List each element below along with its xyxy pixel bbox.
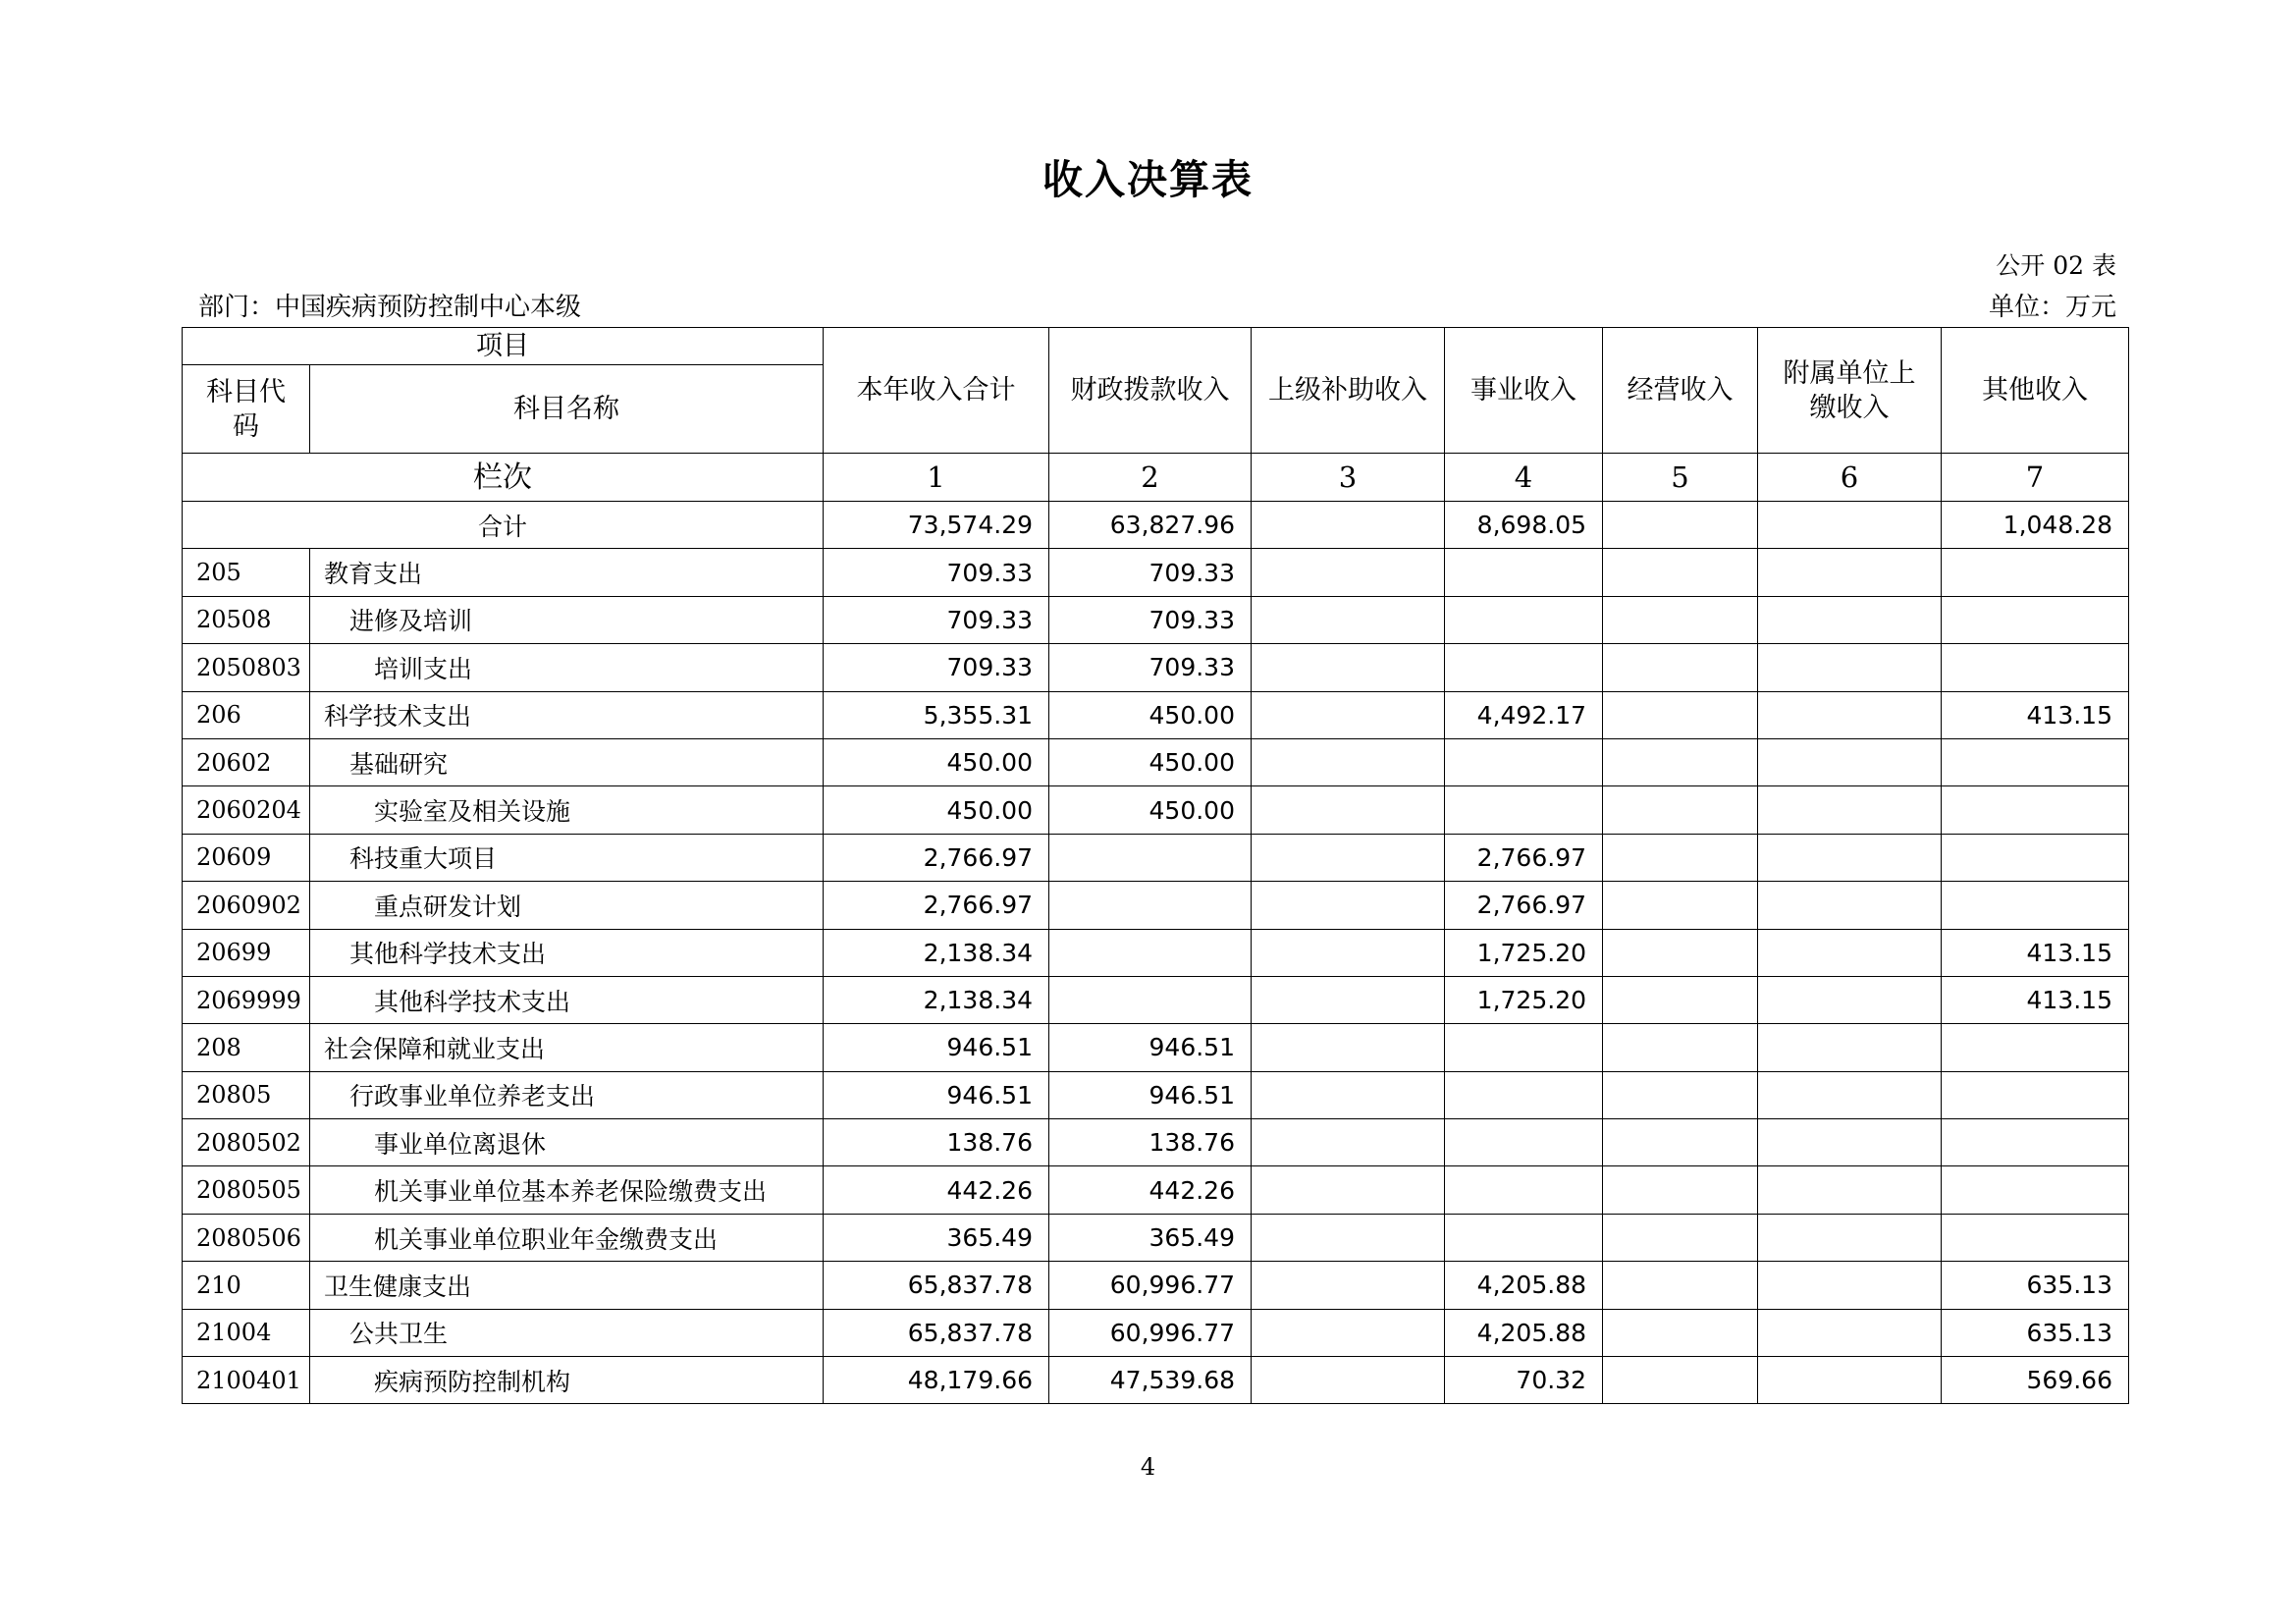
header-col-3: 上级补助收入 (1252, 328, 1445, 454)
value-col-5 (1603, 549, 1758, 596)
value-col-1: 709.33 (824, 549, 1049, 596)
value-col-3 (1252, 596, 1445, 643)
value-col-2: 450.00 (1049, 691, 1252, 738)
table-row (183, 596, 2129, 643)
value-col-6 (1758, 596, 1942, 643)
value-col-6 (1758, 738, 1942, 785)
header-col-1: 本年收入合计 (824, 328, 1049, 454)
subject-code: 2080505 (183, 1166, 310, 1214)
subject-code: 20699 (183, 929, 310, 976)
value-col-6 (1758, 644, 1942, 691)
index-1: 1 (824, 454, 1049, 502)
value-col-6 (1758, 1309, 1942, 1356)
table-row (183, 929, 2129, 976)
value-col-4 (1445, 1024, 1603, 1071)
value-col-7: 635.13 (1942, 1309, 2129, 1356)
value-col-5 (1603, 1024, 1758, 1071)
table-row (183, 1024, 2129, 1071)
index-4: 4 (1445, 454, 1603, 502)
total-row (183, 502, 2129, 549)
value-col-7 (1942, 834, 2129, 881)
value-col-2: 946.51 (1049, 1071, 1252, 1118)
subject-code: 2100401 (183, 1357, 310, 1404)
value-col-7: 635.13 (1942, 1262, 2129, 1309)
value-col-7 (1942, 644, 2129, 691)
value-col-7: 413.15 (1942, 691, 2129, 738)
value-col-7 (1942, 738, 2129, 785)
value-col-1: 2,138.34 (824, 976, 1049, 1023)
subject-code: 2060204 (183, 786, 310, 834)
value-col-3 (1252, 1166, 1445, 1214)
value-col-5 (1603, 929, 1758, 976)
value-col-3 (1252, 644, 1445, 691)
table-row (183, 786, 2129, 834)
value-col-5 (1603, 596, 1758, 643)
value-col-4 (1445, 1119, 1603, 1166)
value-col-1: 2,766.97 (824, 834, 1049, 881)
subject-code: 205 (183, 549, 310, 596)
table-row (183, 976, 2129, 1023)
subject-name: 进修及培训 (310, 596, 824, 643)
value-col-7 (1942, 786, 2129, 834)
value-col-5 (1603, 834, 1758, 881)
value-col-6 (1758, 834, 1942, 881)
header-col-4: 事业收入 (1445, 328, 1603, 454)
value-col-1: 65,837.78 (824, 1262, 1049, 1309)
value-col-4 (1445, 1166, 1603, 1214)
table-row (183, 1071, 2129, 1118)
header-col-6: 附属单位上缴收入 (1758, 328, 1942, 454)
value-col-1: 365.49 (824, 1214, 1049, 1261)
value-col-2: 60,996.77 (1049, 1309, 1252, 1356)
subject-name: 基础研究 (310, 738, 824, 785)
value-col-6 (1758, 1119, 1942, 1166)
value-col-7 (1942, 1166, 2129, 1214)
value-col-2: 450.00 (1049, 786, 1252, 834)
table-row (183, 644, 2129, 691)
subject-name: 疾病预防控制机构 (310, 1357, 824, 1404)
header-code: 科目代码 (183, 365, 310, 454)
page-number: 4 (1140, 1453, 1156, 1481)
value-col-5 (1603, 882, 1758, 929)
value-col-4: 1,725.20 (1445, 929, 1603, 976)
header-name: 科目名称 (310, 365, 824, 454)
value-col-3 (1252, 738, 1445, 785)
value-col-7 (1942, 882, 2129, 929)
subject-code: 2080506 (183, 1214, 310, 1261)
value-col-6 (1758, 786, 1942, 834)
value-col-6 (1758, 882, 1942, 929)
subject-code: 208 (183, 1024, 310, 1071)
subject-name: 科技重大项目 (310, 834, 824, 881)
value-col-2: 450.00 (1049, 738, 1252, 785)
table-row (183, 691, 2129, 738)
subject-code: 20602 (183, 738, 310, 785)
subject-code: 21004 (183, 1309, 310, 1356)
value-col-3 (1252, 1071, 1445, 1118)
total-value-1: 73,574.29 (824, 502, 1049, 549)
value-col-5 (1603, 976, 1758, 1023)
value-col-4 (1445, 596, 1603, 643)
value-col-7: 413.15 (1942, 929, 2129, 976)
subject-name: 其他科学技术支出 (310, 929, 824, 976)
value-col-5 (1603, 1262, 1758, 1309)
total-value-2: 63,827.96 (1049, 502, 1252, 549)
subject-name: 重点研发计划 (310, 882, 824, 929)
value-col-5 (1603, 786, 1758, 834)
value-col-2: 946.51 (1049, 1024, 1252, 1071)
value-col-2: 709.33 (1049, 596, 1252, 643)
index-label: 栏次 (183, 454, 824, 502)
table-row (183, 549, 2129, 596)
header-col-5: 经营收入 (1603, 328, 1758, 454)
header-item: 项目 (183, 328, 824, 365)
page-title: 收入决算表 (1042, 156, 1254, 203)
value-col-3 (1252, 1024, 1445, 1071)
value-col-5 (1603, 1357, 1758, 1404)
value-col-6 (1758, 1071, 1942, 1118)
value-col-1: 946.51 (824, 1024, 1049, 1071)
value-col-4: 70.32 (1445, 1357, 1603, 1404)
value-col-2 (1049, 929, 1252, 976)
value-col-5 (1603, 644, 1758, 691)
value-col-4 (1445, 549, 1603, 596)
value-col-2: 365.49 (1049, 1214, 1252, 1261)
table-row (183, 1309, 2129, 1356)
table-row (183, 1214, 2129, 1261)
value-col-1: 138.76 (824, 1119, 1049, 1166)
value-col-5 (1603, 1309, 1758, 1356)
value-col-4: 2,766.97 (1445, 834, 1603, 881)
subject-name: 行政事业单位养老支出 (310, 1071, 824, 1118)
total-value-5 (1603, 502, 1758, 549)
subject-code: 210 (183, 1262, 310, 1309)
index-2: 2 (1049, 454, 1252, 502)
subject-code: 20805 (183, 1071, 310, 1118)
value-col-3 (1252, 1214, 1445, 1261)
subject-name: 机关事业单位职业年金缴费支出 (310, 1214, 824, 1261)
value-col-7: 413.15 (1942, 976, 2129, 1023)
value-col-2 (1049, 976, 1252, 1023)
table-row (183, 882, 2129, 929)
value-col-6 (1758, 976, 1942, 1023)
value-col-1: 709.33 (824, 644, 1049, 691)
value-col-7 (1942, 1119, 2129, 1166)
value-col-1: 442.26 (824, 1166, 1049, 1214)
value-col-4 (1445, 786, 1603, 834)
subject-name: 公共卫生 (310, 1309, 824, 1356)
value-col-2: 442.26 (1049, 1166, 1252, 1214)
subject-name: 科学技术支出 (310, 691, 824, 738)
subject-code: 2060902 (183, 882, 310, 929)
value-col-4: 2,766.97 (1445, 882, 1603, 929)
department-label: 部门：中国疾病预防控制中心本级 (198, 293, 582, 322)
value-col-4: 4,492.17 (1445, 691, 1603, 738)
value-col-7 (1942, 1071, 2129, 1118)
value-col-1: 946.51 (824, 1071, 1049, 1118)
value-col-1: 65,837.78 (824, 1309, 1049, 1356)
subject-code: 2050803 (183, 644, 310, 691)
total-label: 合计 (183, 502, 824, 549)
value-col-6 (1758, 1024, 1942, 1071)
value-col-6 (1758, 1166, 1942, 1214)
total-value-7: 1,048.28 (1942, 502, 2129, 549)
value-col-7 (1942, 1214, 2129, 1261)
value-col-3 (1252, 1357, 1445, 1404)
table-row (183, 1357, 2129, 1404)
value-col-2: 138.76 (1049, 1119, 1252, 1166)
value-col-4 (1445, 1214, 1603, 1261)
value-col-7 (1942, 596, 2129, 643)
subject-name: 教育支出 (310, 549, 824, 596)
value-col-5 (1603, 1214, 1758, 1261)
value-col-5 (1603, 1166, 1758, 1214)
value-col-7 (1942, 549, 2129, 596)
value-col-4 (1445, 644, 1603, 691)
form-number: 公开 02 表 (1996, 251, 2116, 280)
subject-name: 卫生健康支出 (310, 1262, 824, 1309)
subject-name: 事业单位离退休 (310, 1119, 824, 1166)
table-row (183, 834, 2129, 881)
value-col-3 (1252, 786, 1445, 834)
value-col-4: 1,725.20 (1445, 976, 1603, 1023)
value-col-3 (1252, 834, 1445, 881)
total-value-3 (1252, 502, 1445, 549)
value-col-6 (1758, 1262, 1942, 1309)
index-3: 3 (1252, 454, 1445, 502)
value-col-6 (1758, 549, 1942, 596)
subject-name: 其他科学技术支出 (310, 976, 824, 1023)
index-5: 5 (1603, 454, 1758, 502)
table-row (183, 1262, 2129, 1309)
value-col-3 (1252, 976, 1445, 1023)
value-col-2: 709.33 (1049, 549, 1252, 596)
value-col-2: 47,539.68 (1049, 1357, 1252, 1404)
value-col-1: 2,138.34 (824, 929, 1049, 976)
value-col-1: 450.00 (824, 738, 1049, 785)
value-col-5 (1603, 738, 1758, 785)
index-7: 7 (1942, 454, 2129, 502)
value-col-6 (1758, 929, 1942, 976)
value-col-2: 60,996.77 (1049, 1262, 1252, 1309)
value-col-4 (1445, 1071, 1603, 1118)
value-col-7: 569.66 (1942, 1357, 2129, 1404)
value-col-3 (1252, 1309, 1445, 1356)
subject-name: 实验室及相关设施 (310, 786, 824, 834)
total-value-6 (1758, 502, 1942, 549)
table-row (183, 1119, 2129, 1166)
value-col-5 (1603, 691, 1758, 738)
value-col-2: 709.33 (1049, 644, 1252, 691)
value-col-3 (1252, 691, 1445, 738)
value-col-3 (1252, 882, 1445, 929)
total-value-4: 8,698.05 (1445, 502, 1603, 549)
value-col-1: 450.00 (824, 786, 1049, 834)
value-col-1: 709.33 (824, 596, 1049, 643)
value-col-1: 2,766.97 (824, 882, 1049, 929)
value-col-6 (1758, 1357, 1942, 1404)
value-col-4: 4,205.88 (1445, 1309, 1603, 1356)
value-col-3 (1252, 549, 1445, 596)
value-col-3 (1252, 1119, 1445, 1166)
header-col-7: 其他收入 (1942, 328, 2129, 454)
subject-code: 2080502 (183, 1119, 310, 1166)
value-col-5 (1603, 1071, 1758, 1118)
header-col-2: 财政拨款收入 (1049, 328, 1252, 454)
subject-code: 206 (183, 691, 310, 738)
value-col-2 (1049, 834, 1252, 881)
value-col-3 (1252, 1262, 1445, 1309)
subject-name: 培训支出 (310, 644, 824, 691)
value-col-6 (1758, 1214, 1942, 1261)
subject-code: 2069999 (183, 976, 310, 1023)
table-row (183, 738, 2129, 785)
value-col-2 (1049, 882, 1252, 929)
value-col-1: 48,179.66 (824, 1357, 1049, 1404)
value-col-5 (1603, 1119, 1758, 1166)
income-statement-table (182, 327, 2129, 1404)
value-col-4: 4,205.88 (1445, 1262, 1603, 1309)
subject-name: 机关事业单位基本养老保险缴费支出 (310, 1166, 824, 1214)
index-6: 6 (1758, 454, 1942, 502)
unit-label: 单位：万元 (1988, 293, 2116, 322)
value-col-7 (1942, 1024, 2129, 1071)
subject-code: 20508 (183, 596, 310, 643)
value-col-1: 5,355.31 (824, 691, 1049, 738)
value-col-4 (1445, 738, 1603, 785)
value-col-3 (1252, 929, 1445, 976)
subject-code: 20609 (183, 834, 310, 881)
subject-name: 社会保障和就业支出 (310, 1024, 824, 1071)
table-row (183, 1166, 2129, 1214)
value-col-6 (1758, 691, 1942, 738)
